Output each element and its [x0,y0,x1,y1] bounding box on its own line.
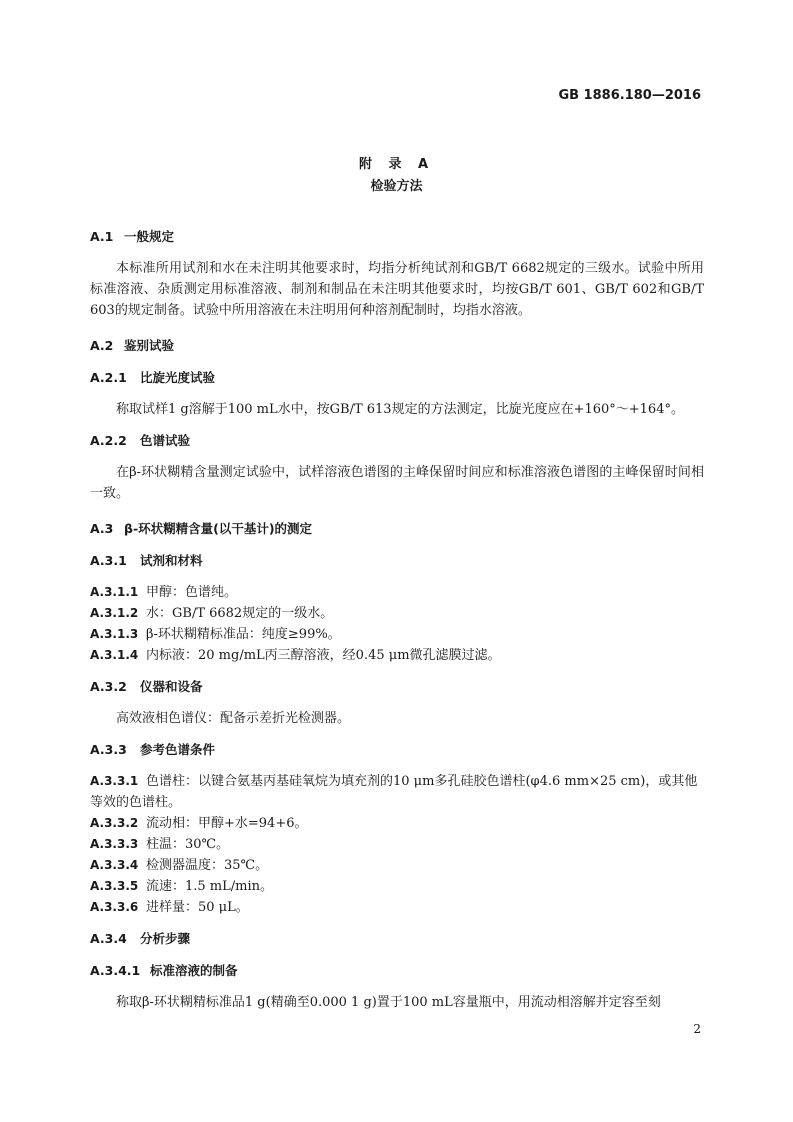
item-text: 水：GB/T 6682规定的一级水。 [146,606,334,621]
section-heading [90,335,704,357]
paragraph: 称取β-环状糊精标准品1 g(精确至0.000 1 g)置于100 mL容量瓶中，用流动相溶解并定容至刻 [116,995,661,1010]
section-number: A.2.2 [90,433,127,448]
section-title: 鉴别试验 [124,338,175,353]
item-number: A.3.3.5 [90,879,139,893]
annex-subtitle: 检验方法 [370,179,423,194]
section-number: A.3.3 [90,742,127,757]
annex-title: 附 录 A [358,157,435,172]
item-number: A.3.3.4 [90,858,139,872]
item-text: 色谱柱：以键合氨基丙基硅氧烷为填充剂的10 μm多孔硅胶色谱柱(φ4.6 mm×25 cm)，或其他等效的色谱柱。 [90,774,698,810]
section-number: A.2 [90,338,114,353]
section-title: 分析步骤 [140,931,191,946]
section-number: A.1 [90,229,114,244]
list-item [90,855,704,876]
section-number: A.3.1 [90,553,127,568]
subsection-heading [90,928,704,950]
section-title: 参考色谱条件 [140,742,216,757]
item-text: 流速：1.5 mL/min。 [146,879,274,894]
item-text: 内标液：20 mg/mL丙三醇溶液，经0.45 μm微孔滤膜过滤。 [146,648,501,663]
section-title: 标准溶液的制备 [150,963,238,978]
subsection-heading [90,550,704,572]
section-heading [90,518,704,540]
section-title: 试剂和材料 [140,553,203,568]
list-item [90,834,704,855]
item-text: 流动相：甲醇+水=94+6。 [146,816,308,831]
section-heading [90,226,704,248]
section-number: A.3 [90,521,114,536]
section-title: β-环状糊精含量(以干基计)的测定 [124,521,313,536]
section-number: A.3.4.1 [90,963,141,978]
section-number: A.2.1 [90,370,127,385]
paragraph: 称取试样1 g溶解于100 mL水中，按GB/T 613规定的方法测定，比旋光度应在+160°～+164°。 [116,402,684,417]
section-number: A.3.4 [90,931,127,946]
subsection-heading [90,367,704,389]
subsection-heading [90,739,704,761]
item-text: 甲醇：色谱纯。 [146,585,238,600]
standard-code: GB 1886.180—2016 [558,88,701,103]
item-number: A.3.1.2 [90,606,139,620]
subsection-heading [90,430,704,452]
section-title: 仪器和设备 [140,679,203,694]
item-text: 进样量：50 μL。 [146,900,249,915]
subsubsection-heading [90,960,704,982]
item-number: A.3.1.3 [90,627,139,641]
document-body [90,226,704,1013]
list-item [90,624,704,645]
item-number: A.3.3.3 [90,837,139,851]
subsection-heading [90,676,704,698]
section-title: 比旋光度试验 [140,370,216,385]
item-text: β-环状糊精标准品：纯度≥99%。 [146,627,341,642]
item-number: A.3.1.4 [90,648,139,662]
list-item [90,897,704,918]
paragraph: 本标准所用试剂和水在未注明其他要求时，均指分析纯试剂和GB/T 6682规定的三级水。试验中所用标准溶液、杂质测定用标准溶液、制剂和制品在未注明其他要求时，均按GB/T 601、GB/T 602和GB/T 603的规定制备。试验中所用溶液在未注明用何种溶剂配制时，均指水溶液。 [90,261,704,318]
list-item [90,813,704,834]
item-text: 检测器温度：35℃。 [146,858,269,873]
paragraph: 高效液相色谱仪：配备示差折光检测器。 [116,711,351,726]
page-number: 2 [693,1022,701,1036]
item-number: A.3.3.6 [90,900,139,914]
list-item [90,771,704,813]
item-number: A.3.3.2 [90,816,139,830]
section-number: A.3.2 [90,679,127,694]
section-title: 色谱试验 [140,433,191,448]
list-item [90,876,704,897]
list-item [90,603,704,624]
list-item [90,645,704,666]
section-title: 一般规定 [124,229,175,244]
item-number: A.3.3.1 [90,774,139,788]
item-number: A.3.1.1 [90,585,139,599]
list-item [90,582,704,603]
paragraph: 在β-环状糊精含量测定试验中，试样溶液色谱图的主峰保留时间应和标准溶液色谱图的主峰保留时间相一致。 [90,465,704,501]
item-text: 柱温：30℃。 [146,837,230,852]
